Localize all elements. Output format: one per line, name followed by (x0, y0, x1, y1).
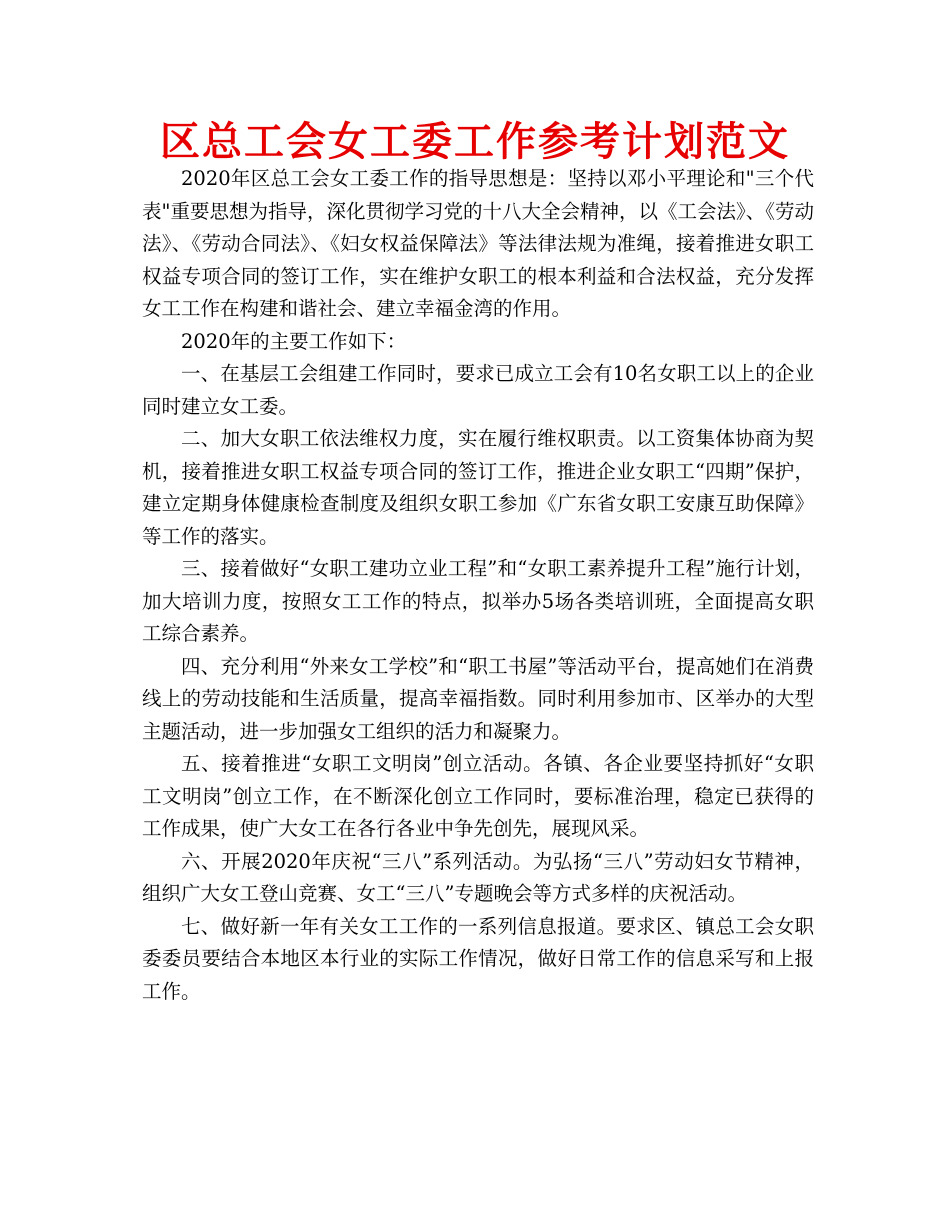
paragraph-item-3: 三、接着做好“女职工建功立业工程”和“女职工素养提升工程”施行计划，加大培训力度，按照女工工作的特点，拟举办5场各类培训班，全面提高女职工综合素养。 (142, 557, 814, 645)
paragraph-main-work-intro: 2020年的主要工作如下： (181, 329, 407, 353)
paragraph-item-2: 二、加大女职工依法维权力度，实在履行维权职责。以工资集体协商为契机，接着推进女职工权益专项合同的签订工作，推进企业女职工“四期”保护，建立定期身体健康检查制度及组织女职工参加《广东省女职工安康互助保障》等工作的落实。 (142, 427, 814, 548)
document-body (142, 163, 814, 1008)
paragraph-item-4: 四、充分利用“外来女工学校”和“职工书屋”等活动平台，提高她们在消费线上的劳动技能和生活质量，提高幸福指数。同时利用参加市、区举办的大型主题活动，进一步加强女工组织的活力和凝聚力。 (142, 654, 814, 743)
paragraph-item-1: 一、在基层工会组建工作同时，要求已成立工会有10名女职工以上的企业同时建立女工委。 (142, 362, 814, 418)
paragraph-item-7: 七、做好新一年有关女工工作的一系列信息报道。要求区、镇总工会女职委委员要结合本地区本行业的实际工作情况，做好日常工作的信息采写和上报工作。 (142, 914, 814, 1003)
paragraph-item-5: 五、接着推进“女职工文明岗”创立活动。各镇、各企业要坚持抓好“女职工文明岗”创立工作，在不断深化创立工作同时，要标准治理，稳定已获得的工作成果，使广大女工在各行各业中争先创先，展现风采。 (142, 752, 814, 840)
paragraph-item-6: 六、开展2020年庆祝“三八”系列活动。为弘扬“三八”劳动妇女节精神，组织广大女工登山竞赛、女工“三八”专题晚会等方式多样的庆祝活动。 (142, 849, 814, 905)
paragraph-guiding-thought: 2020年区总工会女工委工作的指导思想是：坚持以邓小平理论和"三个代表"重要思想为指导，深化贯彻学习党的十八大全会精神，以《工会法》、《劳动法》、《劳动合同法》、《妇女权益保障法》等法律法规为准绳，接着推进女职工权益专项合同的签订工作，实在维护女职工的根本利益和合法权益，充分发挥女工工作在构建和谐社会、建立幸福金湾的作用。 (142, 167, 814, 320)
document-title: 区总工会女工委工作参考计划范文 (160, 119, 790, 165)
